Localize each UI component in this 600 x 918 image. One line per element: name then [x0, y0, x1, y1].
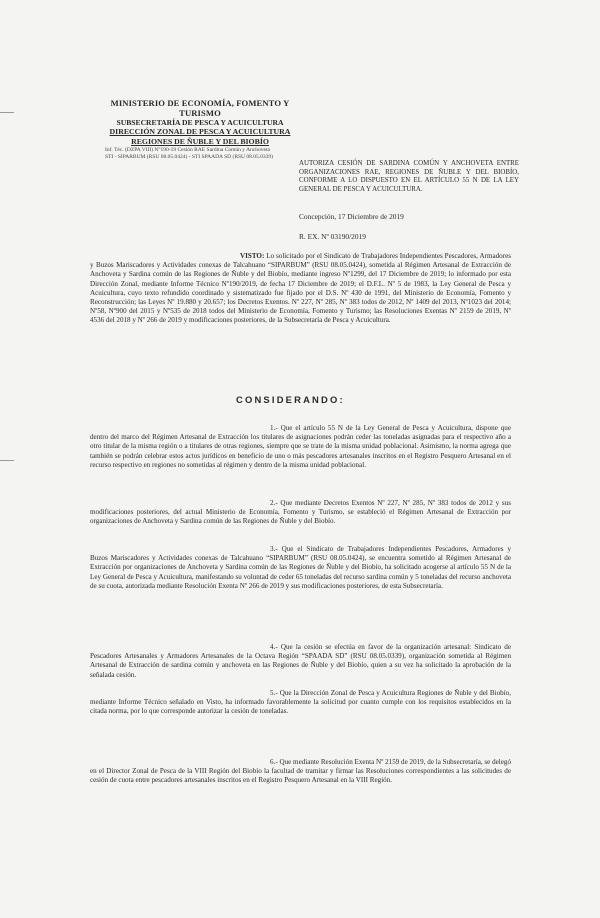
letterhead — [105, 98, 295, 161]
visto-paragraph — [90, 252, 511, 326]
considerando-paragraph: 3.- Que el Sindicato de Trabajadores Independientes Pescadores, Armadores y Buzos Mariscadores y Actividades conexas de Talcahuano “SIPARBUM” (RSU 08.05.0424), se encuentra sometido al Régimen Artesanal de Extracción por organizaciones de Anchoveta y Sardina común de las Regiones de Ñuble y del Biobío, ha solicitado acogerse al artículo 55 N de la Ley General de Pesca y Acuicultura, manifestando su voluntad de ceder 65 toneladas del recurso sardina común y 5 toneladas del recurso anchoveta de su cuota, autorizada mediante Resolución Exenta Nº 266 de 2019 y sus modificaciones posteriores, de esta Subsecretaría. — [90, 545, 511, 590]
fold-mark — [0, 460, 14, 461]
reference-line: STI - SIPARBUM (RSU 08.05.0424) - STI SPAADA SD (RSU 08.05.0339) — [105, 154, 273, 160]
undersecretariat-name: SUBSECRETARÍA DE PESCA Y ACUICULTURA — [116, 118, 284, 127]
ministry-name: MINISTERIO DE ECONOMÍA, FOMENTO Y TURISMO — [110, 98, 290, 118]
visto-label: VISTO: — [240, 252, 265, 260]
considerando-paragraph: 1.- Que el artículo 55 N de la Ley General de Pesca y Acuicultura, dispone que dentro del marco del Régimen Artesanal de Extracción los titulares de asignaciones podrán ceder las toneladas asignadas para el respectivo año a otro titular de la misma región o a titulares de otras regiones, siempre que se trate de la misma unidad poblacional. Asimismo, la norma agrega que también se podrán celebrar estos actos jurídicos en beneficio de uno o más pescadores artesanales inscritos en el Registro Pesquero Artesanal en el recurso respectivo en regiones no sometidas al régimen y dentro de la misma unidad poblacional. — [90, 424, 511, 469]
resolution-subject: AUTORIZA CESIÓN DE SARDINA COMÚN Y ANCHOVETA ENTRE ORGANIZACIONES RAE, REGIONES DE ÑUBLE Y DEL BIOBÍO, CONFORME A LO DISPUESTO EN EL ARTÍCULO 55 N DE LA LEY GENERAL DE PESCA Y ACUICULTURA. — [299, 160, 519, 193]
fold-mark — [0, 112, 14, 113]
considerando-paragraph: 2.- Que mediante Decretos Exentos Nº 227, Nº 285, Nº 383 todos de 2012 y sus modificaciones posteriores, del actual Ministerio de Economía, Fomento y Turismo, se estableció el Régimen Artesanal de Extracción por organizaciones de Anchoveta y Sardina común de las Regiones de Ñuble y del Biobío. — [90, 499, 511, 526]
reference-line: Inf. Téc. (DZPA VIII) N°190-19 Cesión RAE Sardina Común y Anchoveta — [105, 147, 270, 153]
regions-name: REGIONES DE ÑUBLE Y DEL BIOBÍO — [131, 137, 269, 146]
considerando-paragraph: 6.- Que mediante Resolución Exenta Nº 2159 de 2019, de la Subsecretaría, se delegó en el Director Zonal de Pesca de la VIII Región del Biobío la facultad de tramitar y firmar las Resoluciones correspondientes a las solicitudes de cesión de cuota entre pescadores artesanales inscritos en el Registro Pesquero Artesanal en la VIII Región. — [90, 758, 511, 785]
considerando-paragraph: 4.- Que la cesión se efectúa en favor de la organización artesanal: Sindicato de Pescadores Artesanales y Armadores Artesanales de la Octava Región “SPAADA SD” (RSU 08.05.0339), organización sometida al Régimen Artesanal de Extracción de sardina común y anchoveta en las Regiones de Ñuble y del Biobío, quien a su vez ha solicitado la aprobación de la señalada cesión. — [90, 643, 511, 679]
resolution-date: Concepción, 17 Diciembre de 2019 — [299, 212, 404, 221]
considerando-heading: CONSIDERANDO: — [236, 394, 345, 405]
directorate-name: DIRECCIÓN ZONAL DE PESCA Y ACUICULTURA — [109, 127, 291, 136]
resolution-number: R. EX. Nº 03190/2019 — [299, 232, 366, 241]
visto-text: Lo solicitado por el Sindicato de Trabajadores Independientes Pescadores, Armadores y Buzos Mariscadores y Actividades conexas de Talcahuano “SIPARBUM” (RSU 08.05.0424), sometida al Régimen Artesanal de Extracción de Anchoveta y Sardina común de las Regiones de Ñuble y del Biobío, mediante ingreso Nº1299, del 17 Diciembre de 2019; lo informado por esta Dirección Zonal, mediante Informe Técnico Nº190/2019, de fecha 17 Diciembre de 2019; el D.F.L. Nº 5 de 1983, la Ley General de Pesca y Acuicultura, cuyo texto refundido coordinado y sistematizado fue fijado por el D.S. Nº 430 de 1991, del Ministerio de Economía, Fomento y Reconstrucción; las Leyes Nº 19.880 y 20.657; los Decretos Exentos. Nº 227, Nº 285, Nº 383 todos de 2012, Nº 1409 del 2013, Nº1023 del 2014; Nº58, Nº900 del 2015 y Nº535 de 2018 todos del Ministerio de Economía, Fomento y Turismo; las Resoluciones Exentas Nº 2159 de 2019, Nº 4536 del 2018 y Nº 266 de 2019 y modificaciones posteriores, de la Subsecretaría de Pesca y Acuicultura. — [90, 252, 511, 325]
considerando-paragraph: 5.- Que la Dirección Zonal de Pesca y Acuicultura Regiones de Ñuble y del Biobío, mediante Informe Técnico señalado en Visto, ha informado favorablemente la solicitud por cuanto cumple con los requisitos establecidos en la citada norma, por lo que corresponde autorizar la cesión de toneladas. — [90, 689, 511, 716]
